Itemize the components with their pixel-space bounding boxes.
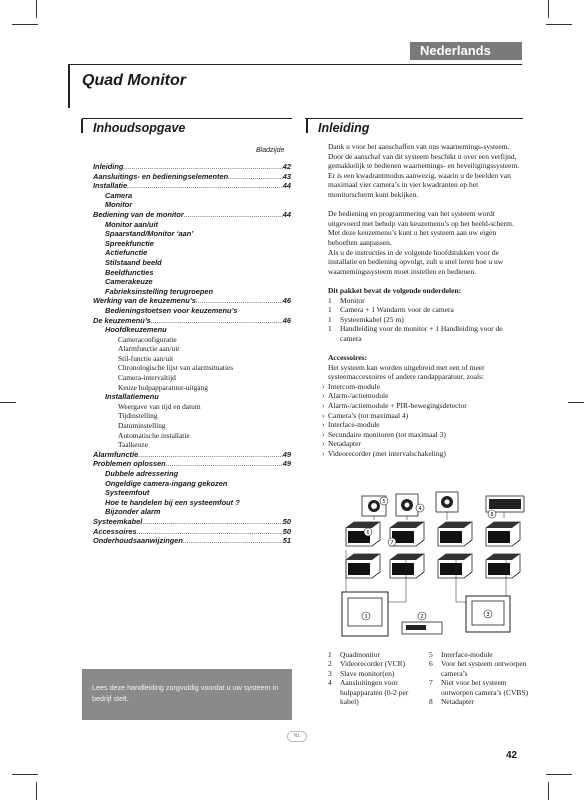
legend-item-text: Voor het systeem ontworpen camera’s (441, 659, 527, 678)
toc-entry (93, 392, 291, 402)
notice-box (82, 669, 292, 720)
table-of-contents (93, 162, 291, 546)
accessory-item (322, 391, 524, 401)
system-diagram (326, 490, 526, 642)
toc-entry-label: De keuzemenu’s (93, 315, 151, 325)
toc-entry-label: Systeemfout (105, 488, 150, 498)
toc-entry-label: Beeldfuncties (105, 267, 154, 277)
legend-item (328, 678, 428, 706)
toc-entry-label: Bediening van de monitor (93, 209, 184, 219)
toc-entry (93, 248, 291, 258)
toc-entry (93, 325, 291, 335)
accessory-item-text: Intercom-module (328, 381, 381, 391)
legend-item (328, 650, 428, 659)
callout-number: 8 (490, 512, 494, 518)
legend-item-number: 6 (429, 659, 433, 669)
toc-entry (93, 239, 291, 249)
callout-marker (416, 504, 424, 512)
accessory-item-text: Alarm-/actiemodule (328, 391, 389, 401)
toc-entry-label: Accessoires (93, 526, 137, 536)
toc-entry-label: Installatie (93, 181, 128, 191)
legend-item (429, 659, 529, 678)
legend-item-text: Aansluitingen voor hulpapparaten (0-2 per kabel) (340, 678, 409, 707)
toc-entry-page: 49 (282, 459, 291, 469)
intro-heading-text: Inleiding (318, 121, 370, 135)
accessory-item-text: Netadapter (328, 439, 361, 449)
toc-heading (93, 121, 185, 135)
pir-detector-icon (436, 492, 458, 512)
toc-leader-dots (138, 450, 283, 460)
toc-entry-label: Stilstaand beeld (105, 257, 162, 267)
toc-entry-label: Hoe te handelen bij een systeemfout ? (105, 497, 240, 507)
accessory-item (322, 401, 524, 411)
intro-heading-rule (305, 118, 523, 119)
notice-text: Lees deze handleiding zorgvuldig voordat u uw systeem in bedrijf stelt. (92, 683, 279, 703)
toc-heading-bar (81, 119, 83, 133)
toc-entry (93, 172, 291, 182)
toc-entry (93, 498, 291, 508)
toc-leader-dots (166, 459, 283, 469)
package-item-qty: 1 (328, 305, 332, 315)
callout-marker (388, 538, 396, 546)
camera-icon (438, 522, 472, 546)
toc-entry (93, 479, 291, 489)
package-item (328, 324, 524, 343)
toc-entry-label: Camera (105, 190, 133, 200)
toc-entry-label: Installatiemenu (105, 392, 159, 402)
toc-entry-label: Stil-functie aan/uit (118, 353, 174, 363)
toc-entry-label: Keuze hulpapparatuur-uitgang (118, 382, 208, 392)
toc-leader-dots (137, 527, 283, 537)
title-bar (68, 64, 70, 108)
vcr-top-icon (486, 496, 524, 512)
toc-leader-dots (183, 536, 283, 546)
toc-entry (93, 335, 291, 345)
toc-entry (93, 402, 291, 412)
toc-entry (93, 363, 291, 373)
callout-marker (364, 528, 372, 536)
title-rule (68, 64, 522, 65)
accessory-item (322, 430, 524, 440)
toc-entry (93, 220, 291, 230)
toc-entry-label: Bedieningstoetsen voor keuzemenu’s (105, 305, 238, 315)
camera-icon (486, 554, 520, 578)
toc-entry (93, 507, 291, 517)
bullet-icon: › (322, 420, 325, 430)
accessory-item-text: Secundaire monitoren (tot maximaal 3) (328, 429, 446, 439)
accessory-item (322, 420, 524, 430)
bullet-icon: › (322, 410, 325, 420)
toc-leader-dots (196, 296, 283, 306)
toc-leader-dots (127, 181, 283, 191)
toc-entry-label: Monitor (105, 200, 133, 210)
toc-entry-label: Onderhoudsaanwijzingen (93, 536, 183, 546)
intro-paragraph: Als u de instructies in de volgende hoofdstukken voor de installatie en bediening opvolgt, zult u snel leren hoe u uw waarnemingssysteem moet instellen en bedienen. (328, 247, 504, 276)
toc-entry-label: Inleiding (93, 162, 124, 171)
toc-entry (93, 287, 291, 297)
accessory-item-text: Videorecorder (met intervalschakeling) (328, 449, 446, 458)
toc-entry (93, 191, 291, 201)
bullet-icon: › (322, 449, 325, 458)
accessory-item-text: Interface-module (328, 420, 380, 430)
crop-mark (12, 24, 38, 25)
package-item-qty: 1 (328, 295, 332, 305)
accessory-item (322, 439, 524, 449)
toc-page-label: Bladzijde (256, 147, 285, 154)
callout-marker (362, 612, 370, 620)
toc-entry-label: Camerakeuze (105, 277, 153, 287)
package-list (328, 296, 524, 344)
intro-paragraph: De bediening en programmering van het systeem wordt uitgevoerd met behulp van keuzemenu’s op het beeld-scherm. Met deze keuzemenu’s kunt u het systeem aan uw eigen behoeften aanpassen. (328, 209, 514, 247)
callout-marker (488, 510, 496, 518)
callout-marker (418, 612, 426, 620)
intro-paragraph: Er is een kwadrantmodus aanwezig, waarin u de beelden van maximaal vier camera’s in vier kwadranten op het monitorscherm kunt bekijken. (328, 170, 511, 199)
toc-entry-label: Fabrieksinstelling terugroepen (105, 286, 214, 296)
intro-heading-bar (306, 119, 308, 133)
toc-entry-label: Dubbele adressering (105, 469, 179, 478)
toc-leader-dots (228, 172, 283, 182)
toc-entry-label: Alarmfunctie (93, 449, 139, 459)
toc-entry-label: Cameraconfiguratie (118, 334, 177, 344)
toc-entry-label: Werking van de keuzemenu’s (93, 296, 196, 306)
toc-entry-label: Weergave van tijd en datum (118, 401, 201, 411)
bullet-icon: › (322, 391, 325, 401)
legend-item-number: 1 (328, 650, 332, 659)
accessories-list (322, 381, 524, 459)
toc-entry-label: Taalkeuze (118, 440, 148, 450)
page-number: 42 (506, 750, 518, 761)
camera-icon (486, 522, 520, 546)
toc-entry-page: 44 (282, 181, 291, 191)
legend-item-number: 7 (429, 678, 433, 688)
toc-entry (93, 469, 291, 479)
crop-mark (0, 402, 16, 403)
crop-mark (546, 24, 572, 25)
toc-entry (93, 459, 291, 469)
camera-icon (438, 554, 472, 578)
toc-entry-label: Automatische installatie (118, 430, 190, 440)
toc-entry-label: Tijdinstelling (118, 411, 158, 421)
toc-entry (93, 450, 291, 460)
callout-number: 5 (382, 499, 386, 505)
toc-entry (93, 316, 291, 326)
callout-number: 3 (486, 612, 490, 618)
toc-entry-page: 50 (282, 516, 291, 526)
camera-grid (346, 522, 520, 578)
toc-entry (93, 411, 291, 421)
accessory-item-text: Alarm-/actiemodule + PIR-bewegingsdetector (328, 401, 467, 411)
toc-entry (93, 440, 291, 450)
bullet-icon: › (322, 439, 325, 449)
package-item-text: Handleiding voor de monitor + 1 Handleiding voor de camera (340, 324, 503, 343)
legend-item-number: 4 (328, 678, 332, 688)
crop-mark (36, 782, 37, 800)
legend-item-number: 2 (328, 659, 332, 669)
toc-entry (93, 306, 291, 316)
legend-item-text: Interface-module (441, 650, 493, 659)
bullet-icon: › (322, 429, 325, 439)
legend-item (429, 678, 529, 697)
callout-number: 2 (420, 614, 424, 620)
toc-entry-page: 46 (282, 296, 291, 306)
legend-item-text: Videorecorder (VCR) (340, 659, 406, 669)
crop-mark (546, 774, 572, 775)
toc-entry (93, 268, 291, 278)
package-item-text: Monitor (340, 295, 365, 305)
toc-entry (93, 527, 291, 537)
crop-mark (548, 782, 549, 800)
toc-entry-label: Systeemkabel (93, 516, 143, 526)
toc-entry (93, 421, 291, 431)
toc-entry-label: Monitor aan/uit (105, 219, 158, 229)
toc-entry (93, 373, 291, 383)
toc-entry (93, 354, 291, 364)
package-item-text: Systeemkabel (25 m) (340, 314, 404, 324)
crop-mark (568, 402, 584, 403)
toc-entry-page: 42 (282, 162, 291, 171)
package-heading: Dit pakket bevat de volgende onderdelen: (328, 285, 462, 295)
toc-entry (93, 296, 291, 306)
toc-entry (93, 200, 291, 210)
toc-heading-text: Inhoudsopgave (93, 121, 186, 135)
toc-entry-label: Bijzonder alarm (105, 507, 161, 517)
crop-mark (548, 0, 549, 18)
package-item-qty: 1 (328, 324, 332, 334)
crop-mark (12, 774, 38, 775)
toc-entry-page: 44 (282, 209, 291, 219)
callout-number: 4 (418, 506, 422, 512)
callout-number: 7 (390, 540, 394, 546)
package-item-qty: 1 (328, 314, 332, 324)
toc-entry-page: 50 (282, 526, 291, 536)
toc-entry (93, 258, 291, 268)
toc-entry-label: Spreekfunctie (105, 238, 154, 248)
camera-icon (390, 554, 424, 578)
callout-number: 6 (366, 530, 370, 536)
accessories-heading: Accessoires: (328, 353, 368, 363)
toc-entry (93, 431, 291, 441)
toc-entry-label: Datuminstelling (118, 421, 166, 431)
toc-heading-rule (82, 118, 292, 119)
legend-item-text: Slave monitor(en) (340, 668, 395, 678)
bullet-icon: › (322, 381, 325, 391)
toc-entry-page: 49 (282, 449, 291, 459)
toc-entry-page: 51 (282, 536, 291, 546)
toc-entry-page: 46 (282, 315, 291, 325)
toc-entry (93, 277, 291, 287)
callout-marker (484, 610, 492, 618)
toc-leader-dots (184, 210, 283, 220)
toc-entry (93, 181, 291, 191)
toc-leader-dots (142, 517, 282, 527)
toc-entry-label: Hoofdkeuzemenu (105, 325, 167, 335)
package-item (328, 315, 524, 325)
legend-item-number: 5 (429, 650, 433, 659)
toc-entry (93, 488, 291, 498)
legend-item-text: Netadapter (441, 697, 474, 707)
toc-entry-label: Camera-intervaltijd (118, 373, 176, 383)
legend-item (328, 659, 428, 668)
accessory-item-text: Camera’s (tot maximaal 4) (328, 410, 409, 420)
legend-item (328, 669, 428, 678)
toc-entry-label: Problemen oplossen (93, 459, 166, 469)
package-item-text: Camera + 1 Wandarm voor de camera (340, 305, 454, 315)
legend-item-text: Quadmonitor (340, 650, 380, 659)
callout-number: 1 (364, 614, 368, 620)
crop-mark (36, 0, 37, 18)
toc-leader-dots (151, 316, 283, 326)
toc-entry-label: Ongeldige camera-ingang gekozen (105, 478, 228, 488)
intro-paragraph: Dank u voor het aanschaffen van ons waarnemings-systeem. Door de aanschaf van dit systeem beschikt u over een verfijnd, gemakkelijk te bedienen waarnemings- en beveiligingssysteem. (328, 142, 520, 171)
legend-item (429, 697, 529, 706)
accessory-item (322, 449, 524, 459)
callout-marker (380, 497, 388, 505)
vcr-icon (402, 622, 442, 634)
camera-icon (346, 522, 380, 546)
package-item (328, 296, 524, 306)
toc-entry-label: Aansluitings- en bedieningselementen (93, 171, 229, 181)
toc-entry (93, 344, 291, 354)
accessory-item (322, 382, 524, 392)
legend-right-column (429, 650, 529, 706)
language-badge: NL (287, 731, 307, 742)
toc-entry-label: Actiefunctie (105, 248, 148, 258)
toc-entry-label: Spaarstand/Monitor ‘aan’ (105, 229, 194, 239)
legend-item-number: 8 (429, 697, 433, 707)
legend-item-text: Niet voor het systeem ontworpen camera’s (CVBS) (441, 678, 529, 697)
package-item (328, 305, 524, 315)
toc-entry (93, 517, 291, 527)
intro-body (322, 142, 524, 459)
bullet-icon: › (322, 401, 325, 411)
toc-entry (93, 536, 291, 546)
accessories-intro: Het systeem kan worden uitgebreid met een of meer systeemaccessoires of andere randapparatuur, zoals: (328, 362, 485, 382)
toc-entry (93, 229, 291, 239)
camera-icon (346, 554, 380, 578)
alarm-module-icon (396, 494, 418, 516)
toc-leader-dots (123, 162, 282, 172)
legend-item-number: 3 (328, 668, 332, 678)
legend-item (429, 650, 529, 659)
toc-entry (93, 383, 291, 393)
toc-entry-label: Alarmfunctie aan/uit (118, 344, 180, 354)
language-tab: Nederlands (410, 42, 522, 60)
toc-entry-page: 43 (282, 171, 291, 181)
accessory-item (322, 411, 524, 421)
intro-heading (318, 121, 369, 135)
toc-entry-label: Chronologische lijst van alarmsituaties (118, 363, 234, 373)
toc-entry (93, 162, 291, 172)
document-title: Quad Monitor (82, 72, 186, 89)
legend-left-column (328, 650, 428, 706)
toc-entry (93, 210, 291, 220)
